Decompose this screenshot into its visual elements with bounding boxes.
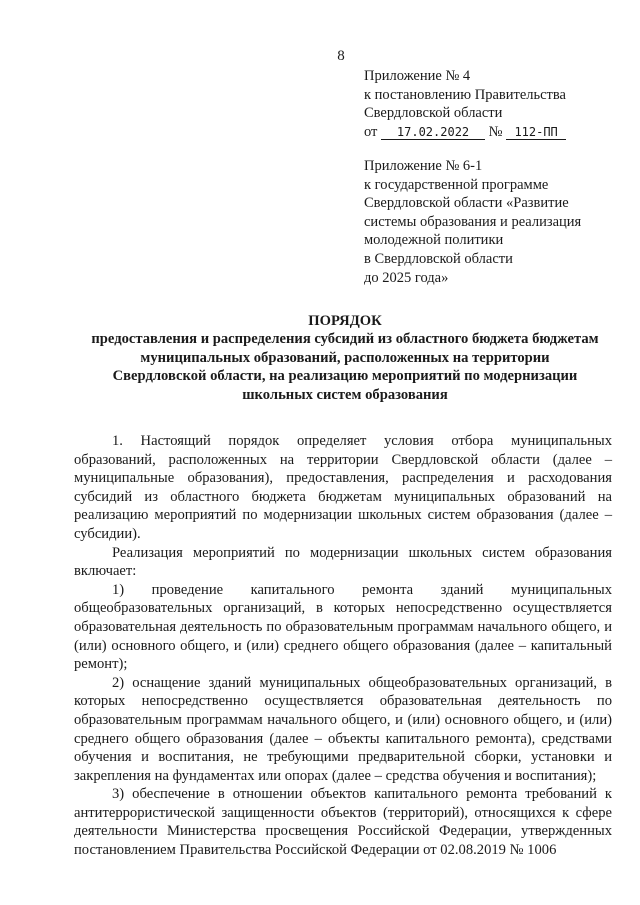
appendix-decree-line: к постановлению Правительства (364, 86, 566, 103)
appendix-program-block (364, 157, 624, 287)
title-heading: ПОРЯДОК (308, 313, 382, 329)
body-paragraph: Реализация мероприятий по модернизации школьных систем образования включает: (74, 544, 612, 580)
date-prefix: от (364, 123, 378, 140)
appendix-decree-line: Свердловской области (364, 105, 503, 122)
decree-date-field: 17.02.2022 (381, 125, 485, 140)
title-subtitle-line: предоставления и распределения субсидий из областного бюджета бюджетам (91, 331, 599, 348)
appendix-program-line: Свердловской области «Развитие (364, 195, 569, 212)
appendix-program-line: к государственной программе (364, 176, 549, 193)
decree-number-field: 112-ПП (506, 125, 566, 140)
body-paragraph: 2) оснащение зданий муниципальных общеобразовательных организаций, в которых непосредственно осуществляется образовательная деятельность по образовательным программам начального общего, и (или) основного общего, и (или) среднего общего образования (далее – объекты капитального ремонта), средствами обучения и воспитания, не требующими предварительной сборки, установки и закрепления на фундаментах или опорах (далее – средства обучения и воспитания); (74, 674, 612, 784)
appendix-program-line: до 2025 года» (364, 269, 449, 286)
appendix-decree-block (364, 67, 624, 141)
body-paragraph: 3) обеспечение в отношении объектов капитального ремонта требований к антитеррористической защищенности объектов (территорий), относящихся к сфере деятельности Министерства просвещения Российской Федерации, утвержденных постановлением Правительства Российской Федерации от 02.08.2019 № 1006 (74, 786, 612, 859)
appendix-program-line: Приложение № 6-1 (364, 158, 483, 174)
appendix-program-line: системы образования и реализация (364, 213, 582, 230)
title-subtitle-line: школьных систем образования (242, 386, 448, 403)
document-title (70, 312, 620, 404)
appendix-decree-date-row (364, 123, 624, 142)
appendix-program-line: молодежной политики (364, 232, 504, 249)
appendix-decree-line: Приложение № 4 (364, 68, 471, 84)
title-subtitle-line: Свердловской области, на реализацию мероприятий по модернизации (112, 368, 578, 385)
body-paragraph: 1) проведение капитального ремонта зданий муниципальных общеобразовательных организаций, в которых непосредственно осуществляется образовательная деятельность по образовательным программам начального общего, и (или) основного общего, и (или) среднего общего образования (далее – капитальный ремонт); (74, 581, 612, 673)
appendix-program-line: в Свердловской области (364, 250, 513, 267)
document-body (74, 432, 612, 860)
title-subtitle-line: муниципальных образований, расположенных на территории (140, 349, 550, 366)
number-prefix: № (488, 123, 503, 140)
body-paragraph: 1. Настоящий порядок определяет условия отбора муниципальных образований, расположенных на территории Свердловской области (далее – муниципальные образования), предоставления, распределения и расходования субсидий из областного бюджета бюджетам муниципальных образований на реализацию мероприятий по модернизации школьных систем образования (далее – субсидии). (74, 433, 612, 542)
page-number: 8 (337, 48, 345, 64)
